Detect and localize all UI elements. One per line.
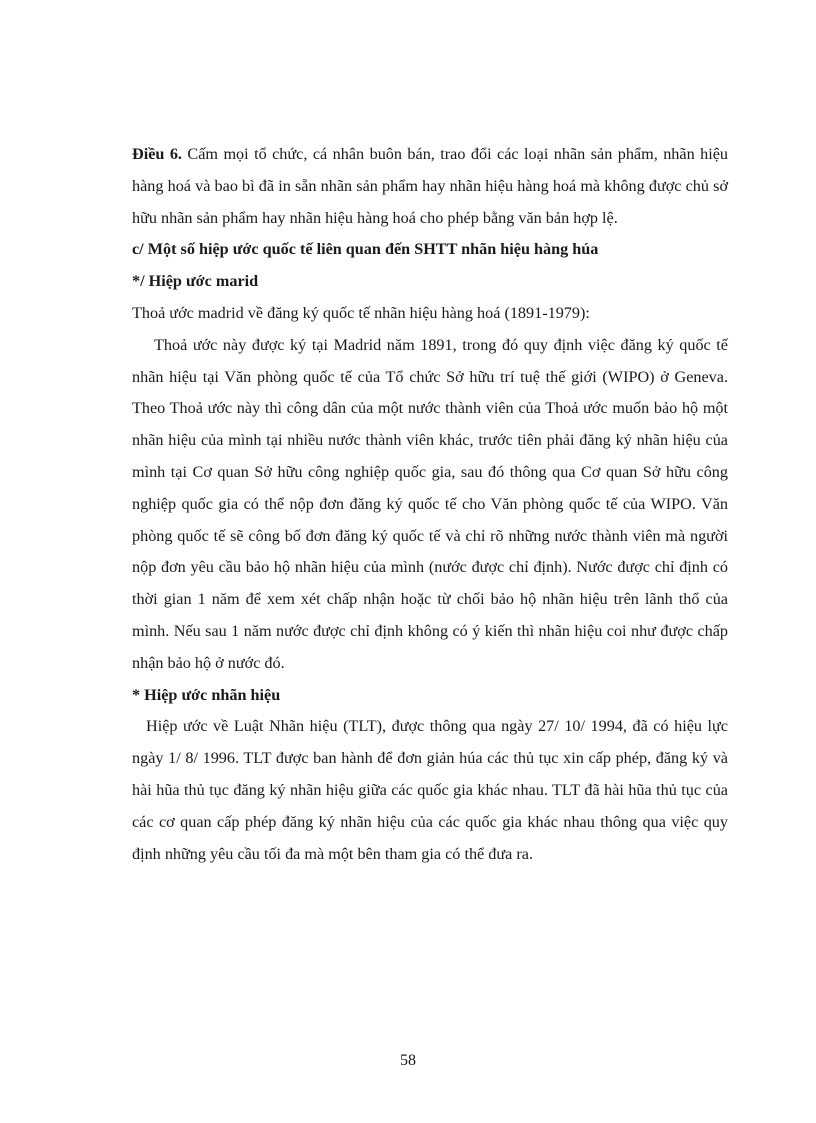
madrid-body-paragraph: Thoả ước này được ký tại Madrid năm 1891, trong đó quy định việc đăng ký quốc tế nhãn hiệu tại Văn phòng quốc tế của Tổ chức Sở hữu trí tuệ thế giới (WIPO) ở Geneva. Theo Thoả ước này thì công dân của một nước thành viên của Thoả ước muốn bảo hộ một nhãn hiệu của mình tại nhiều nước thành viên khác, trước tiên phải đăng ký nhãn hiệu của mình tại Cơ quan Sở hữu công nghiệp quốc gia, sau đó thông qua Cơ quan Sở hữu công nghiệp quốc gia có thể nộp đơn đăng ký quốc tế cho Văn phòng quốc tế của WIPO. Văn phòng quốc tế sẽ công bố đơn đăng ký quốc tế và chỉ rõ những nước thành viên mà người nộp đơn yêu cầu bảo hộ nhãn hiệu của mình (nước được chỉ định). Nước được chỉ định có thời gian 1 năm để xem xét chấp nhận hoặc từ chối bảo hộ nhãn hiệu trên lãnh thổ của mình. Nếu sau 1 năm nước được chỉ định không có ý kiến thì nhãn hiệu coi như được chấp nhận bảo hộ ở nước đó. [132, 335, 728, 672]
trademark-treaty-heading: * Hiệp ước nhãn hiệu [132, 685, 281, 704]
madrid-heading: */ Hiệp ước marid [132, 272, 259, 291]
madrid-intro: Thoả ước madrid về đăng ký quốc tế nhãn hiệu hàng hoá (1891-1979): [132, 303, 590, 322]
article-6-paragraph [132, 139, 728, 234]
page-body [132, 139, 728, 870]
page-number: 58 [400, 1052, 416, 1069]
article-6-text: Cấm mọi tổ chức, cá nhân buôn bán, trao đổi các loại nhãn sản phẩm, nhãn hiệu hàng hoá và bao bì đã in sẵn nhãn sản phẩm hay nhãn hiệu hàng hoá mà không được chủ sở hữu nhãn sản phẩm hay nhãn hiệu hàng hoá cho phép bằng văn bản hợp lệ. [132, 145, 728, 227]
section-c-heading: c/ Một số hiệp ước quốc tế liên quan đến SHTT nhãn hiệu hàng húa [132, 240, 599, 259]
trademark-treaty-paragraph: Hiệp ước về Luật Nhãn hiệu (TLT), được thông qua ngày 27/ 10/ 1994, đã có hiệu lực ngày 1/ 8/ 1996. TLT được ban hành để đơn giản húa các thủ tục xin cấp phép, đăng ký và hài hũa thủ tục đăng ký nhãn hiệu giữa các quốc gia khác nhau. TLT đã hài hũa thủ tục của các cơ quan cấp phép đăng ký nhãn hiệu của các quốc gia khác nhau thông qua việc quy định những yêu cầu tối đa mà một bên tham gia có thể đưa ra. [132, 717, 728, 863]
article-6-label: Điều 6. [132, 145, 182, 163]
